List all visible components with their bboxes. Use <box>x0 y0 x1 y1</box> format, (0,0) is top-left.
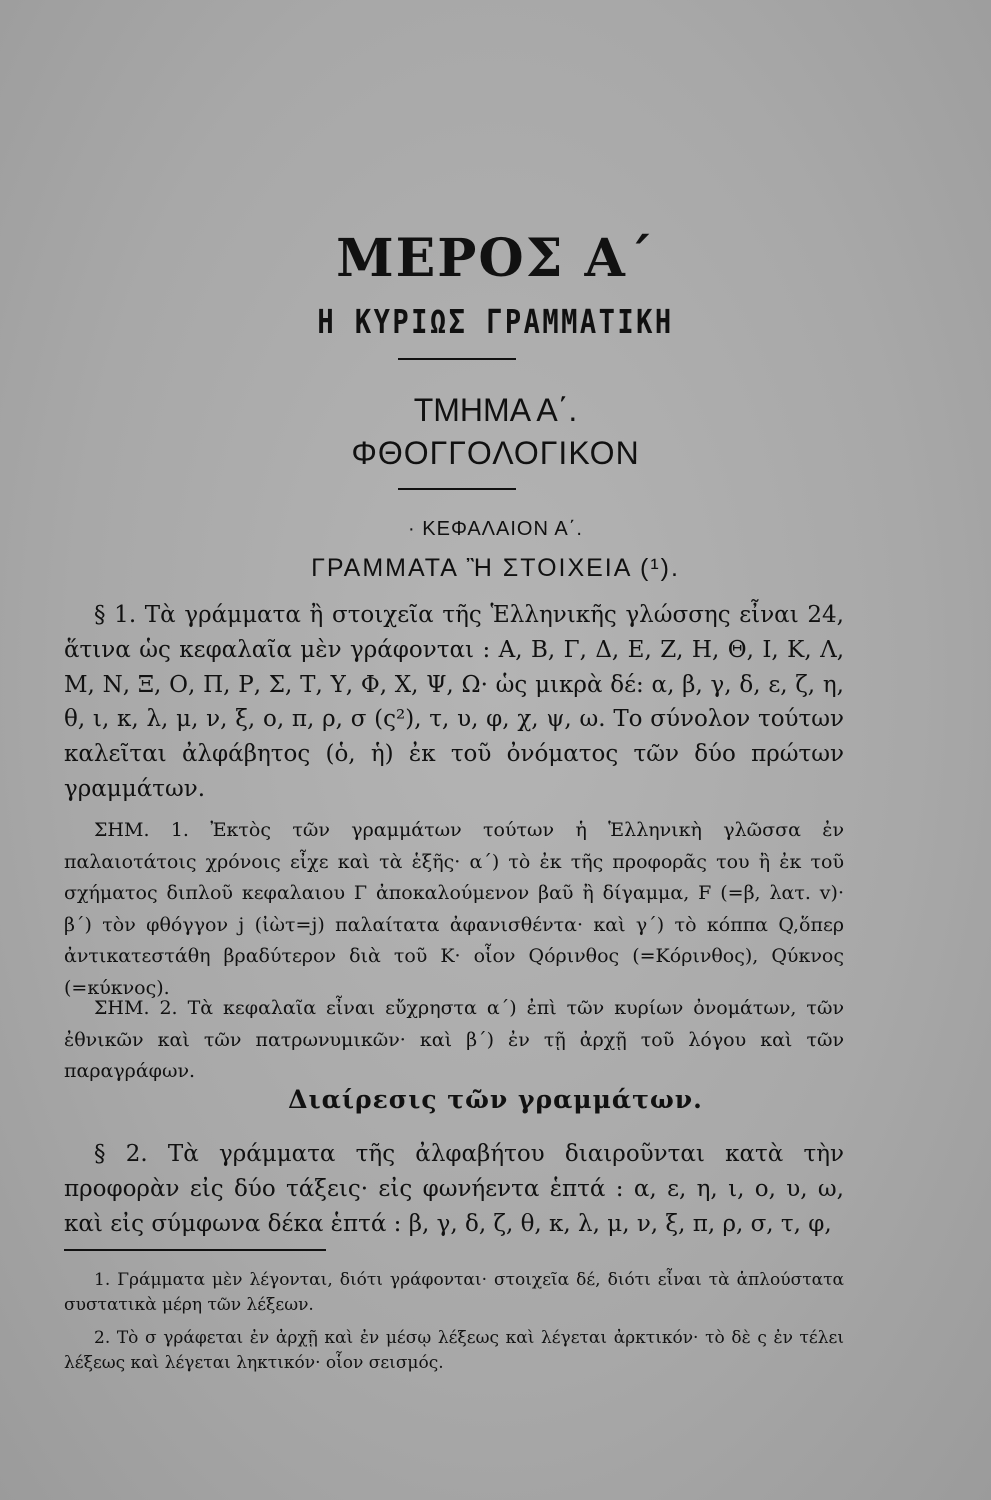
footnote-1-text: 1. Γράμματα μὲν λέγονται, διότι γράφονται· στοιχεῖα δέ, διότι εἶναι τὰ ἁπλούστατα συστατικὰ μέρη τῶν λέξεων. <box>64 1270 844 1315</box>
section-subtitle: ΦΘΟΓΓΟΛΟΓΙΚΟΝ <box>351 435 640 471</box>
footnote-2-text: 2. Τὸ σ γράφεται ἐν ἀρχῇ καὶ ἐν μέσῳ λέξεως καὶ λέγεται ἀρκτικόν· τὸ δὲ ς ἐν τέλει λέξεως καὶ λέγεται ληκτικόν· οἷον σεισμός. <box>64 1328 844 1373</box>
paragraph-2-text: § 2. Τὰ γράμματα τῆς ἀλφαβήτου διαιροῦνται κατὰ τὴν προφορὰν εἰς δύο τάξεις· εἰς φωνήεντα ἑπτά : α, ε, η, ι, ο, υ, ω, καὶ εἰς σύμφωνα δέκα ἑπτά : β, γ, δ, ζ, θ, κ, λ, μ, ν, ξ, π, ρ, σ, τ, φ, <box>64 1141 844 1237</box>
chapter-title: · ΚΕΦΑΛΑΙΟΝ Α΄. <box>408 518 583 540</box>
footnote-1 <box>64 1268 844 1318</box>
paragraph-1-text: § 1. Τὰ γράμματα ἢ στοιχεῖα τῆς Ἑλληνικῆς γλώσσης εἶναι 24, ἅτινα ὡς κεφαλαῖα μὲν γράφονται : Α, Β, Γ, Δ, Ε, Ζ, Η, Θ, Ι, Κ, Λ, Μ, Ν, Ξ, Ο, Π, Ρ, Σ, Τ, Υ, Φ, Χ, Ψ, Ω· ὡς μικρὰ δέ: α, β, γ, δ, ε, ζ, η, θ, ι, κ, λ, μ, ν, ξ, ο, π, ρ, σ (ς²), τ, υ, φ, χ, ψ, ω. Το σύνολον τούτων καλεῖται ἀλφάβητος (ὁ, ἡ) ἐκ τοῦ ὀνόματος τῶν δύο πρώτων γραμμάτων. <box>64 602 844 802</box>
chapter-subtitle: ΓΡΑΜΜΑΤΑ Ἢ ΣΤΟΙΧΕΙΑ (¹). <box>311 554 680 582</box>
note-2-text: ΣΗΜ. 2. Τὰ κεφαλαῖα εἶναι εὔχρηστα α΄) ἐπὶ τῶν κυρίων ὀνομάτων, τῶν ἐθνικῶν καὶ τῶν πατρωνυμικῶν· καὶ β΄) ἐν τῇ ἀρχῇ τοῦ λόγου καὶ τῶν παραγράφων. <box>64 997 844 1082</box>
paragraph-2 <box>64 1137 844 1241</box>
section-title: ΤΜΗΜΑ Α΄. <box>413 392 578 428</box>
footnote-2 <box>64 1326 844 1376</box>
divider-rule <box>398 358 516 360</box>
note-1 <box>64 815 844 1004</box>
note-1-text: ΣΗΜ. 1. Ἐκτὸς τῶν γραμμάτων τούτων ἡ Ἑλληνικὴ γλῶσσα ἐν παλαιοτάτοις χρόνοις εἶχε καὶ τὰ ἑξῆς· α΄) τὸ ἐκ τῆς προφορᾶς του ἢ ἐκ τοῦ σχήματος διπλοῦ κεφαλαιου Γ ἀποκαλούμενον βαῦ ἢ δίγαμμα, F (=β, λατ. v)· β΄) τὸν φθόγγον j (ἰὼτ=j) παλαίτατα ἀφανισθέντα· καὶ γ΄) τὸ κόππα Q,ὅπερ ἀντικατεστάθη βραδύτερον διὰ τοῦ Κ· οἷον Qόρινθος (=Κόρινθος), Qύκνος (=κύκνος). <box>64 819 844 999</box>
paragraph-1 <box>64 598 844 807</box>
subsection-heading: Διαίρεσις τῶν γραμμάτων. <box>288 1085 703 1114</box>
footnote-rule <box>64 1249 326 1251</box>
divider-rule <box>398 488 516 490</box>
part-subtitle: Η ΚΥΡΙΩΣ ΓΡΑΜΜΑΤΙΚΗ <box>317 302 674 341</box>
part-title: ΜΕΡΟΣ Α΄ <box>336 228 655 289</box>
note-2 <box>64 993 844 1088</box>
